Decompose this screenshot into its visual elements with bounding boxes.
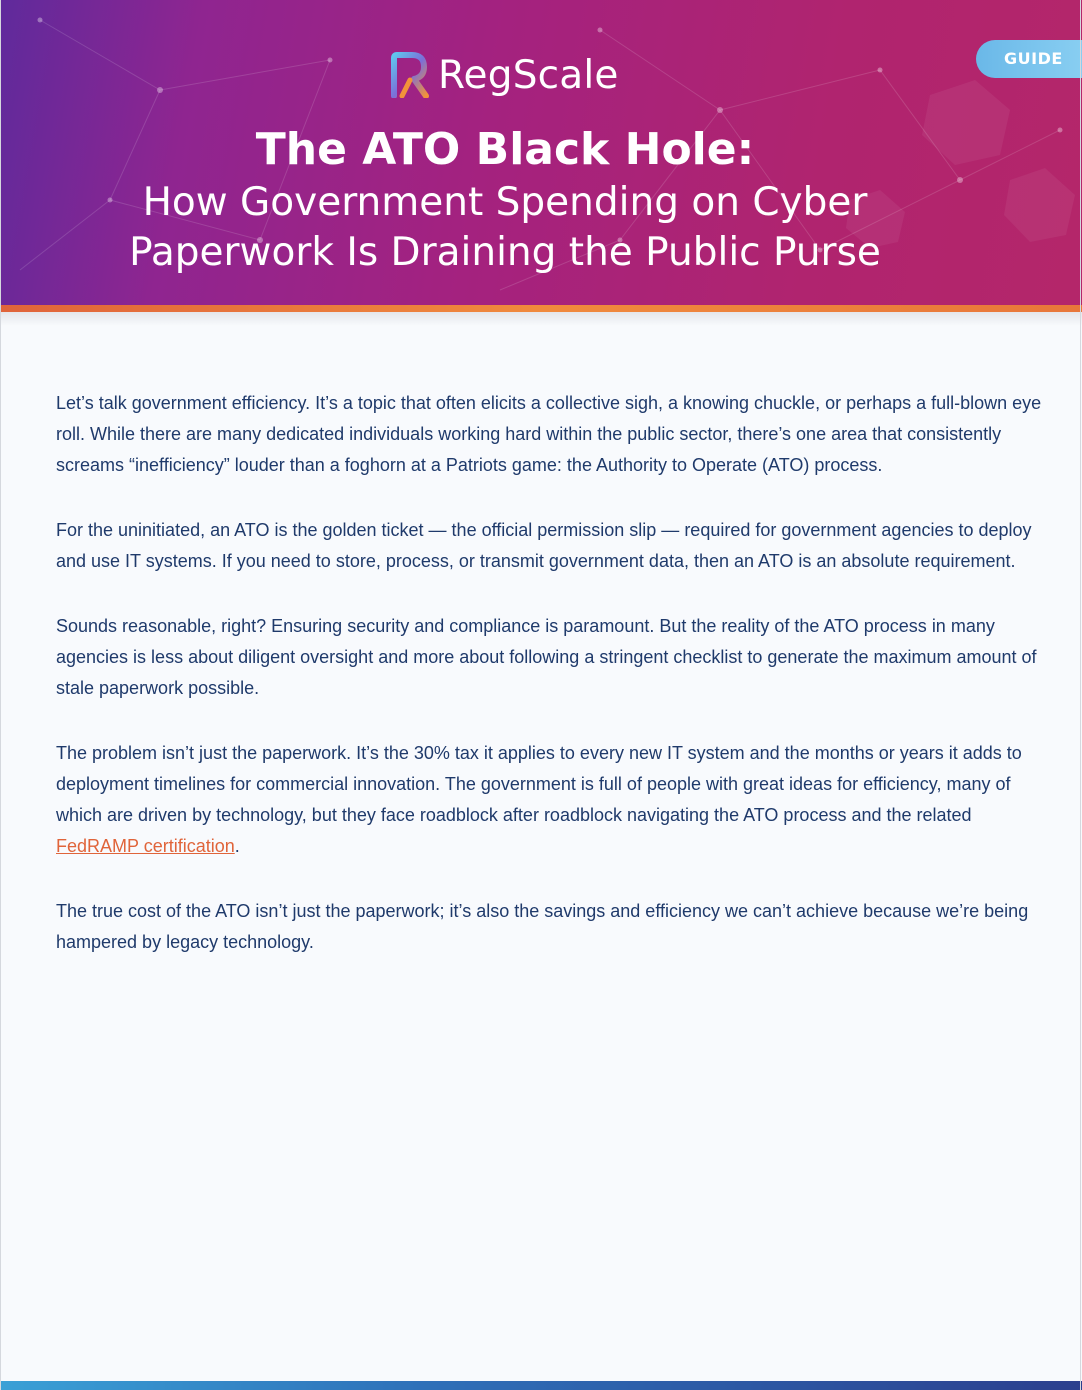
- hero-accent-stripe: [0, 305, 1082, 312]
- logo-wordmark: RegScale: [438, 52, 619, 98]
- paragraph-1: Let’s talk government efficiency. It’s a topic that often elicits a collective sigh, a knowing chuckle, or perhaps a full-blown eye roll. While there are many dedicated individuals working hard within the public sector, there’s one area that consistently screams “inefficiency” louder than a foghorn at a Patriots game: the Authority to Operate (ATO) process.: [56, 393, 1042, 475]
- paragraph-5: The true cost of the ATO isn’t just the paperwork; it’s also the savings and efficiency we can’t achieve because we’re being hampered by legacy technology.: [56, 901, 1029, 952]
- paragraph-3: Sounds reasonable, right? Ensuring security and compliance is paramount. But the reality of the ATO process in many agencies is less about diligent oversight and more about following a stringent checklist to generate the maximum amount of stale paperwork possible.: [56, 616, 1037, 698]
- paragraph-4-text: The problem isn’t just the paperwork. It’s the 30% tax it applies to every new IT system and the months or years it adds to deployment timelines for commercial innovation. The government is full of people with great ideas for efficiency, many of which are driven by technology, but they face roadblock after roadblock navigating the ATO process and the related: [56, 743, 1022, 825]
- article-body: [56, 388, 1052, 992]
- fedramp-certification-link[interactable]: FedRAMP certification: [56, 836, 235, 856]
- page-title: The ATO Black Hole:: [255, 124, 755, 175]
- page-subtitle: [0, 178, 1010, 278]
- regscale-logo: [390, 48, 619, 102]
- paragraph-2: For the uninitiated, an ATO is the golden ticket — the official permission slip — required for government agencies to deploy and use IT systems. If you need to store, process, or transmit government data, then an ATO is an absolute requirement.: [56, 520, 1032, 571]
- regscale-logo-mark-icon: [390, 52, 430, 98]
- paragraph-4-end: .: [234, 836, 240, 856]
- footer-accent-bar: [0, 1381, 1082, 1390]
- guide-badge: GUIDE: [976, 40, 1082, 78]
- paragraph-4: [56, 738, 1052, 862]
- subtitle-line-2: Paperwork Is Draining the Public Purse: [129, 230, 881, 275]
- hero-shadow: [0, 312, 1082, 326]
- subtitle-line-1: How Government Spending on Cyber: [142, 180, 868, 225]
